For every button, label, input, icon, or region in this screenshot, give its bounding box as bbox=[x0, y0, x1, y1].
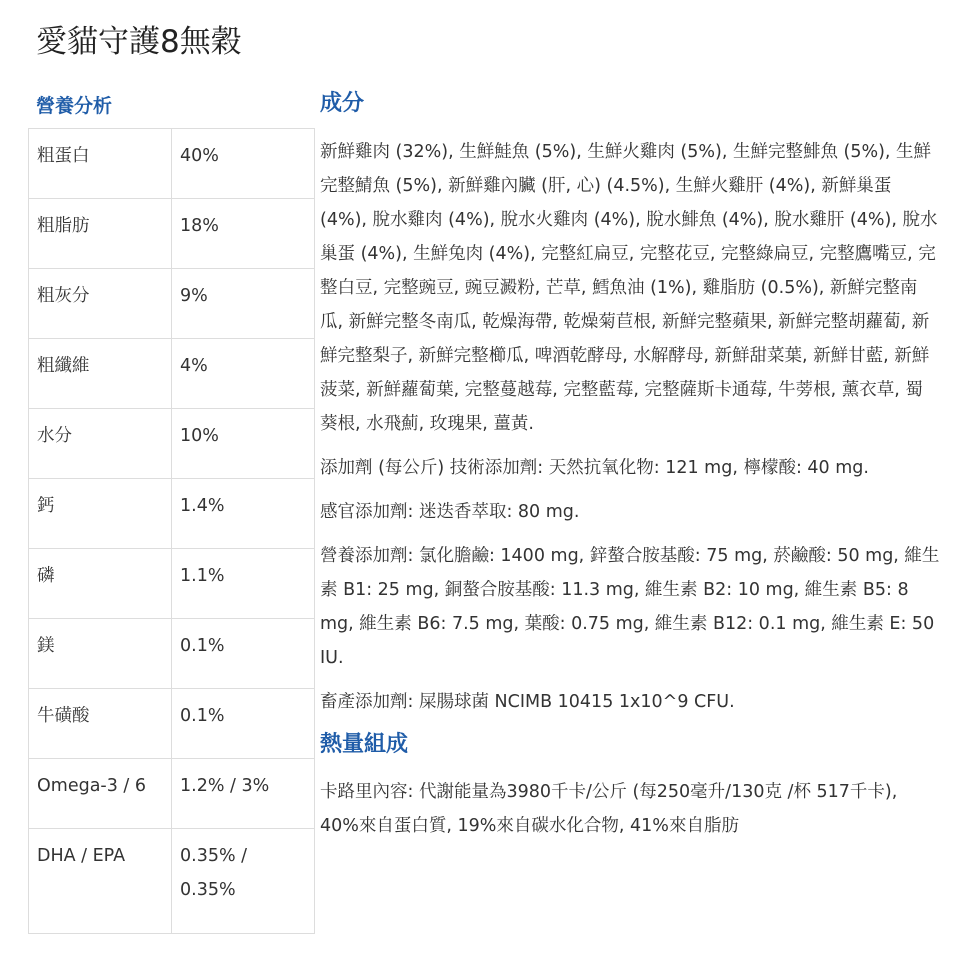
zootechnical-additives-text: 畜產添加劑: 屎腸球菌 NCIMB 10415 1x10^9 CFU. bbox=[320, 692, 735, 712]
nutrient-name: Omega-3 / 6 bbox=[29, 759, 172, 829]
nutrient-value: 1.4% bbox=[172, 479, 315, 549]
nutrient-value: 0.35% / 0.35% bbox=[172, 829, 315, 934]
nutrition-table bbox=[28, 128, 315, 934]
table-row bbox=[29, 759, 315, 829]
nutrient-value: 1.2% / 3% bbox=[172, 759, 315, 829]
nutrient-name: 粗脂肪 bbox=[29, 199, 172, 269]
nutrient-value: 18% bbox=[172, 199, 315, 269]
nutrient-name: DHA / EPA bbox=[29, 829, 172, 934]
nutrient-value: 0.1% bbox=[172, 619, 315, 689]
nutrient-value: 4% bbox=[172, 339, 315, 409]
nutrient-name: 磷 bbox=[29, 549, 172, 619]
nutrition-heading: 營養分析 bbox=[36, 95, 113, 117]
nutrient-value: 10% bbox=[172, 409, 315, 479]
nutrient-value: 9% bbox=[172, 269, 315, 339]
energy-text: 卡路里內容: 代謝能量為3980千卡/公斤 (每250毫升/130克 /杯 517千卡), 40%來自蛋白質, 19%來自碳水化合物, 41%來自脂肪 bbox=[320, 782, 898, 836]
nutrient-name: 粗灰分 bbox=[29, 269, 172, 339]
nutrient-value: 0.1% bbox=[172, 689, 315, 759]
nutrient-value: 40% bbox=[172, 129, 315, 199]
nutrient-name: 粗蛋白 bbox=[29, 129, 172, 199]
table-row bbox=[29, 409, 315, 479]
energy-heading: 熱量組成 bbox=[320, 732, 409, 757]
table-row bbox=[29, 549, 315, 619]
nutrient-name: 鎂 bbox=[29, 619, 172, 689]
page-title: 愛貓守護8無穀 bbox=[36, 24, 242, 60]
nutrient-name: 牛磺酸 bbox=[29, 689, 172, 759]
table-row bbox=[29, 479, 315, 549]
table-row bbox=[29, 269, 315, 339]
nutrient-value: 1.1% bbox=[172, 549, 315, 619]
table-row bbox=[29, 199, 315, 269]
table-row bbox=[29, 129, 315, 199]
ingredients-column bbox=[320, 86, 940, 843]
nutrient-name: 鈣 bbox=[29, 479, 172, 549]
table-row bbox=[29, 619, 315, 689]
technical-additives-text: 添加劑 (每公斤) 技術添加劑: 天然抗氧化物: 121 mg, 檸檬酸: 40 mg. bbox=[320, 458, 869, 478]
table-row bbox=[29, 689, 315, 759]
table-row bbox=[29, 829, 315, 934]
sensory-additives-text: 感官添加劑: 迷迭香萃取: 80 mg. bbox=[320, 502, 580, 522]
nutrient-name: 水分 bbox=[29, 409, 172, 479]
nutritional-additives-text: 營養添加劑: 氯化膽鹼: 1400 mg, 鋅螯合胺基酸: 75 mg, 菸鹼酸: 50 mg, 維生素 B1: 25 mg, 銅螯合胺基酸: 11.3 mg, 維生素 B2: 10 mg, 維生素 B5: 8 mg, 維生素 B6: 7.5 mg, 葉酸: 0.75 mg, 維生素 B12: 0.1 mg, 維生素 E: 50 IU. bbox=[320, 546, 940, 668]
nutrient-name: 粗纖維 bbox=[29, 339, 172, 409]
table-row bbox=[29, 339, 315, 409]
ingredients-heading: 成分 bbox=[320, 91, 365, 116]
ingredients-text: 新鮮雞肉 (32%), 生鮮鮭魚 (5%), 生鮮火雞肉 (5%), 生鮮完整鯡魚 (5%), 生鮮完整鯖魚 (5%), 新鮮雞內臟 (肝, 心) (4.5%), 生鮮火雞肝 (4%), 新鮮巢蛋 (4%), 脫水雞肉 (4%), 脫水火雞肉 (4%), 脫水鯡魚 (4%), 脫水雞肝 (4%), 脫水巢蛋 (4%), 生鮮兔肉 (4%), 完整紅扁豆, 完整花豆, 完整綠扁豆, 完整鷹嘴豆, 完整白豆, 完整豌豆, 豌豆澱粉, 芒草, 鱈魚油 (1%), 雞脂肪 (0.5%), 新鮮完整南瓜, 新鮮完整冬南瓜, 乾燥海帶, 乾燥菊苣根, 新鮮完整蘋果, 新鮮完整胡蘿蔔, 新鮮完整梨子, 新鮮完整櫛瓜, 啤酒乾酵母, 水解酵母, 新鮮甜菜葉, 新鮮甘藍, 新鮮菠菜, 新鮮蘿蔔葉, 完整蔓越莓, 完整藍莓, 完整薩斯卡通莓, 牛蒡根, 薰衣草, 蜀葵根, 水飛薊, 玫瑰果, 薑黃. bbox=[320, 142, 938, 434]
